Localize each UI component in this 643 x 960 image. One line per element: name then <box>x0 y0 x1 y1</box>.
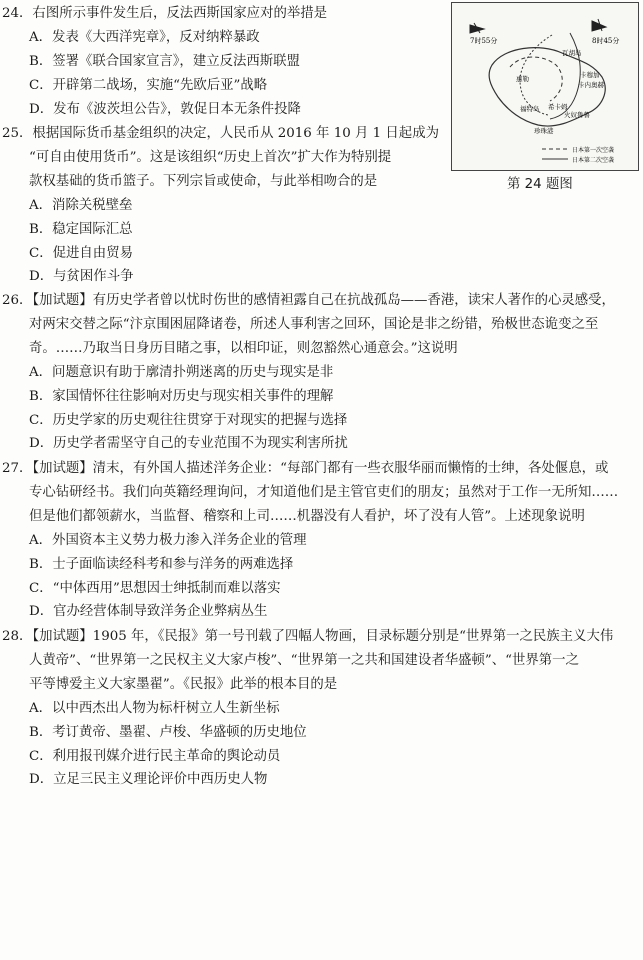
q27-option-B: B．士子面临读经科考和参与洋务的两难选择 <box>29 556 294 572</box>
place-1: 惠勒 <box>516 75 529 83</box>
pearl-harbor-map <box>451 2 639 171</box>
time-left: 7时55分 <box>470 37 498 45</box>
q24-option-B: B．签署《联合国家宣言》，建立反法西斯联盟 <box>29 53 300 69</box>
q28-option-B: B．考订黄帝、墨翟、卢梭、华盛顿的历史地位 <box>29 724 307 740</box>
q25-line-0: 25．根据国际货币基金组织的决定，人民币从 2016 年 10 月 1 日起成为 <box>2 126 439 141</box>
legend-1: 日本第一次空袭 <box>572 147 615 154</box>
q26-line-1: 对两宋交替之际“汴京围困屈降诸卷，所述人事利害之回环，国论是非之纷错，殆极世态诡变之至 <box>29 316 599 332</box>
q26-line-0: 26．【加试题】有历史学者曾以忧时伤世的感情袒露自己在抗战孤岛——香港，读宋人著作的心灵感受， <box>2 293 615 308</box>
q24-option-C: C．开辟第二战场，实施“先欧后亚”战略 <box>29 77 268 93</box>
q25-option-C: C．促进自由贸易 <box>29 245 133 261</box>
q27-option-A: A．外国资本主义势力极力渗入洋务企业的管理 <box>29 532 307 548</box>
q24-option-D: D．发布《波茨坦公告》，敦促日本无条件投降 <box>29 101 301 117</box>
q25-line-1: “可自由使用货币”。这是该组织“历史上首次”扩大作为特别提 <box>29 149 392 165</box>
place-0: 瓦胡岛 <box>562 49 582 57</box>
q28-line-2: 平等博爱主义大家墨翟”。《民报》此举的根本目的是 <box>29 676 338 692</box>
q28-line-1: 人黄帝”、“世界第一之民权主义大家卢梭”、“世界第一之共和国建设者华盛顿”、“世界第一之 <box>29 652 579 668</box>
q27-line-2: 但是他们都领薪水，当监督、稽察和上司……机器没有人看护，坏了没有人管”。上述现象说明 <box>29 508 585 524</box>
q27-line-0: 27．【加试题】清末，有外国人描述洋务企业：“每部门都有一些衣服华丽而懒惰的士绅，各处偃息，或 <box>2 461 609 476</box>
q25-option-D: D．与贫困作斗争 <box>29 269 134 285</box>
plane-left-icon <box>470 23 484 33</box>
q26-option-D: D．历史学者需坚守自己的专业范围不为现实利害所扰 <box>29 436 348 452</box>
q24-line-0: 24．右图所示事件发生后，反法西斯国家应对的举措是 <box>2 6 328 21</box>
q26-option-A: A．问题意识有助于廓清扑朔迷离的历史与现实是非 <box>29 364 334 380</box>
plane-right-icon <box>592 19 606 31</box>
q28-line-0: 28．【加试题】1905 年，《民报》第一号刊载了四幅人物画，目录标题分别是“世界第一之民族主义大伟 <box>2 629 614 644</box>
legend-2: 日本第二次空袭 <box>572 157 615 164</box>
q25-option-B: B．稳定国际汇总 <box>29 221 133 237</box>
q28-option-D: D．立足三民主义理论评价中西历史人物 <box>29 772 268 788</box>
q26-option-C: C．历史学家的历史观往往贯穿于对现实的把握与选择 <box>29 412 348 428</box>
q26-line-2: 奇。……乃取当日身历目睹之事，以相印证，则忽豁然心通意会。”这说明 <box>29 340 458 356</box>
place-7: 珍珠港 <box>534 127 554 135</box>
place-3: 卡内奥赫 <box>578 81 604 89</box>
q28-option-A: A．以中西杰出人物为标杆树立人生新坐标 <box>29 700 280 716</box>
figure-caption: 第 24 题图 <box>507 177 573 192</box>
q25-line-2: 款权基础的货币篮子。下列宗旨或使命，与此举相吻合的是 <box>29 173 378 189</box>
q27-option-D: D．官办经营体制导致洋务企业弊病丛生 <box>29 604 268 620</box>
q26-option-B: B．家国情怀往往影响对历史与现实相关事件的理解 <box>29 388 334 404</box>
place-4: 福特岛 <box>520 105 540 113</box>
place-2: 卡穆加 <box>580 71 600 79</box>
time-right: 8时45分 <box>592 37 620 45</box>
q27-line-1: 专心钻研经书。我们向英籍经理询问，才知道他们是主管官吏们的朋友；虽然对于工作一无所知…… <box>29 484 619 500</box>
q24-option-A: A．发表《大西洋宪章》，反对纳粹暴政 <box>29 29 260 45</box>
place-6: 火奴鲁鲁 <box>564 111 590 119</box>
place-5: 希卡姆 <box>548 103 568 111</box>
q28-option-C: C．利用报刊媒介进行民主革命的舆论动员 <box>29 748 281 764</box>
q27-option-C: C．“中体西用”思想因士绅抵制而难以落实 <box>29 580 281 596</box>
map-svg <box>452 3 638 170</box>
q25-option-A: A．消除关税壁垒 <box>29 197 133 213</box>
